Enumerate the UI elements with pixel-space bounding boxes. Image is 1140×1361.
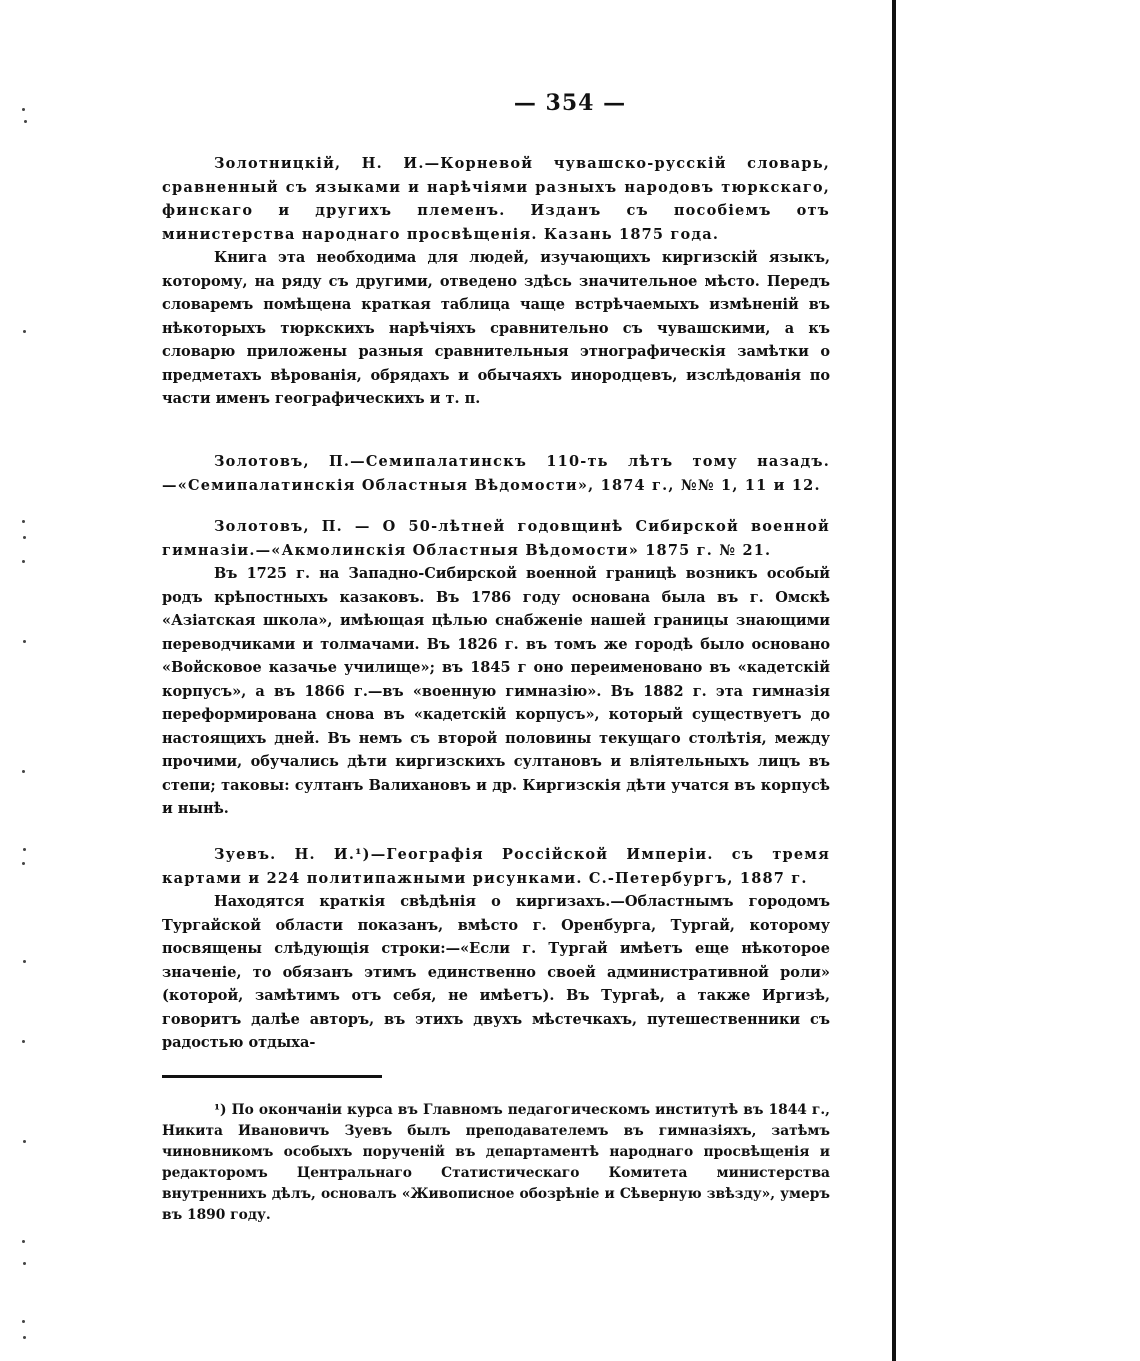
scan-margin-specks (18, 0, 32, 1361)
scan-speck (22, 1040, 25, 1043)
scan-speck (23, 536, 26, 539)
footnote (162, 1100, 830, 1226)
footnote-rule (162, 1075, 382, 1078)
scan-speck (24, 120, 27, 123)
scan-speck (23, 1140, 26, 1143)
scan-speck (22, 560, 25, 563)
scan-speck (22, 520, 25, 523)
scan-speck (22, 770, 25, 773)
page-number: — 354 — (513, 90, 627, 116)
bibliography-entry-zolotov-semipalatinsk (162, 450, 830, 497)
scan-speck (22, 108, 25, 111)
scan-speck (23, 848, 26, 851)
scan-speck (22, 862, 25, 865)
bibliography-entry-zolotov-gymnasium (162, 515, 830, 821)
entry-heading: Золотницкій, Н. И.—Корневой чувашско-русскій словарь, сравненный съ языками и нарѣчіями разныхъ народовъ тюркскаго, финскаго и другихъ племенъ. Изданъ съ пособіемъ отъ министерства народнаго просвѣщенія. Казань 1875 года. (162, 155, 830, 243)
scan-speck (23, 1336, 26, 1339)
scan-speck (22, 1240, 25, 1243)
bibliography-entry-zolotnitsky (162, 152, 830, 411)
entry-heading: Зуевъ. Н. И.¹)—Географія Россійской Имперіи. съ тремя картами и 224 политипажными рисунками. С.-Петербургъ, 1887 г. (162, 846, 830, 887)
entry-annotation: Книга эта необходима для людей, изучающихъ киргизскій языкъ, которому, на ряду съ другими, отведено здѣсь значительное мѣсто. Передъ словаремъ помѣщена краткая таблица чаще встрѣчаемыхъ измѣненій въ нѣкоторыхъ тюркскихъ нарѣчіяхъ сравнительно съ чувашскими, а къ словарю приложены разныя сравнительныя этнографическія замѣтки о предметахъ вѣрованія, обрядахъ и обычаяхъ инородцевъ, изслѣдованія по части именъ географическихъ и т. п. (162, 249, 830, 407)
footnote-text: ¹) По окончаніи курса въ Главномъ педагогическомъ институтѣ въ 1844 г., Никита Ивановичъ Зуевъ былъ преподавателемъ въ гимназіяхъ, затѣмъ чиновникомъ особыхъ порученій въ департаментѣ народнаго просвѣщенія и редакторомъ Центральнаго Статистическаго Комитета министерства внутреннихъ дѣлъ, основалъ «Живописное обозрѣніе и Сѣверную звѣзду», умеръ въ 1890 году. (162, 1102, 830, 1223)
scan-speck (23, 960, 26, 963)
entry-heading: Золотовъ, П.—Семипалатинскъ 110-ть лѣтъ тому назадъ.—«Семипалатинскія Областныя Вѣдомости», 1874 г., №№ 1, 11 и 12. (162, 453, 830, 494)
scan-speck (22, 1320, 25, 1323)
page-edge-line (892, 0, 896, 1361)
scan-speck (23, 1262, 26, 1265)
scan-speck (23, 330, 26, 333)
scan-speck (23, 640, 26, 643)
entry-heading: Золотовъ, П. — О 50-лѣтней годовщинѣ Сибирской военной гимназіи.—«Акмолинскія Областныя Вѣдомости» 1875 г. № 21. (162, 518, 830, 559)
entry-annotation: Въ 1725 г. на Западно-Сибирской военной границѣ возникъ особый родъ крѣпостныхъ казаковъ. Въ 1786 году основана была въ г. Омскѣ «Азіатская школа», имѣющая цѣлью снабженіе нашей границы знающими переводчиками и толмачами. Въ 1826 г. въ томъ же городѣ было основано «Войсковое казачье училище»; въ 1845 г оно переименовано въ «кадетскій корпусъ», а въ 1866 г.—въ «военную гимназію». Въ 1882 г. эта гимназія переформирована снова въ «кадетскій корпусъ», который существуетъ до настоящихъ дней. Въ немъ съ второй половины текущаго столѣтія, между прочими, обучались дѣти киргизскихъ султановъ и вліятельныхъ лицъ въ степи; таковы: султанъ Валихановъ и др. Киргизскія дѣти учатся въ корпусѣ и нынѣ. (162, 565, 830, 817)
bibliography-entry-zuev (162, 843, 830, 1055)
entry-annotation: Находятся краткія свѣдѣнія о киргизахъ.—Областнымъ городомъ Тургайской области показанъ, вмѣсто г. Оренбурга, Тургай, которому посвящены слѣдующія строки:—«Если г. Тургай имѣетъ еще нѣкоторое значеніе, то обязанъ этимъ единственно своей административной роли» (которой, замѣтимъ отъ себя, не имѣетъ). Въ Тургаѣ, а также Иргизѣ, говоритъ далѣе авторъ, въ этихъ двухъ мѣстечкахъ, путешественники съ радостью отдыха- (162, 893, 830, 1051)
